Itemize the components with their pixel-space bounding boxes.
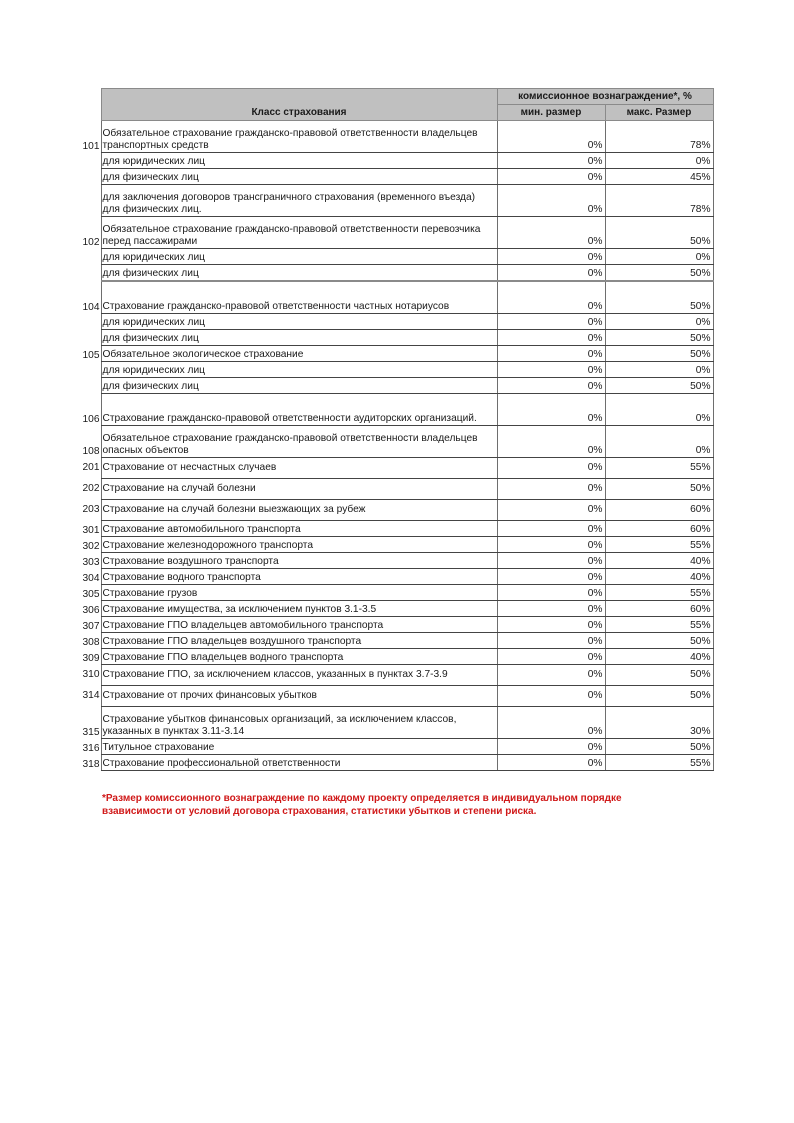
min-commission: 0% xyxy=(497,153,605,169)
class-code: 303 xyxy=(82,556,100,568)
table-row xyxy=(78,153,713,169)
min-commission: 0% xyxy=(497,249,605,265)
table-row xyxy=(78,249,713,265)
class-code: 305 xyxy=(82,588,100,600)
min-commission: 0% xyxy=(497,346,605,362)
class-code: 106 xyxy=(82,413,100,425)
table-row xyxy=(78,500,713,521)
class-code: 201 xyxy=(82,462,100,473)
max-commission: 60% xyxy=(605,521,713,537)
max-commission: 60% xyxy=(605,601,713,617)
class-code: 309 xyxy=(82,652,100,664)
table-row xyxy=(78,346,713,362)
class-name: Страхование от несчастных случаев xyxy=(101,458,497,479)
max-commission: 50% xyxy=(605,479,713,500)
max-commission: 40% xyxy=(605,649,713,665)
class-code xyxy=(78,265,101,282)
min-commission: 0% xyxy=(497,707,605,739)
max-commission: 50% xyxy=(605,633,713,649)
min-commission: 0% xyxy=(497,185,605,217)
table-row xyxy=(78,569,713,585)
class-code: 310 xyxy=(82,669,100,680)
max-commission: 50% xyxy=(605,330,713,346)
min-commission: 0% xyxy=(497,479,605,500)
max-commission: 50% xyxy=(605,265,713,282)
class-name xyxy=(101,281,497,314)
table-row xyxy=(78,169,713,185)
min-commission: 0% xyxy=(497,314,605,330)
class-code xyxy=(78,153,101,169)
table-row xyxy=(78,633,713,649)
max-commission: 50% xyxy=(605,378,713,394)
table-row xyxy=(78,585,713,601)
class-code: 307 xyxy=(82,620,100,632)
class-name: Страхование имущества, за исключением пунктов 3.1-3.5 xyxy=(101,601,497,617)
class-name-text: Обязательное страхование гражданско-правовой ответственности перевозчика перед пассажирами xyxy=(102,224,481,247)
class-code xyxy=(78,362,101,378)
class-name: Страхование профессиональной ответственности xyxy=(101,755,497,771)
max-commission: 50% xyxy=(605,217,713,249)
class-code xyxy=(78,378,101,394)
table-row xyxy=(78,121,713,153)
class-name: Страхование грузов xyxy=(101,585,497,601)
class-name-text: Обязательное страхование гражданско-правовой ответственности владельцев транспортных средств xyxy=(102,128,478,151)
max-commission: 50% xyxy=(605,346,713,362)
class-name: для физических лиц xyxy=(101,330,497,346)
table-row xyxy=(78,394,713,426)
max-commission: 30% xyxy=(605,707,713,739)
table-row xyxy=(78,617,713,633)
class-name xyxy=(101,217,497,249)
code-column-header xyxy=(78,89,101,121)
table-row xyxy=(78,458,713,479)
class-name: для физических лиц xyxy=(101,378,497,394)
class-code: 304 xyxy=(82,572,100,584)
min-commission: 0% xyxy=(497,755,605,771)
max-commission: 50% xyxy=(605,665,713,686)
table-row xyxy=(78,378,713,394)
min-commission: 0% xyxy=(497,281,605,314)
max-commission: 40% xyxy=(605,569,713,585)
min-commission: 0% xyxy=(497,739,605,755)
min-commission: 0% xyxy=(497,665,605,686)
table-row xyxy=(78,314,713,330)
min-commission: 0% xyxy=(497,585,605,601)
max-commission: 78% xyxy=(605,185,713,217)
min-commission: 0% xyxy=(497,500,605,521)
min-commission: 0% xyxy=(497,378,605,394)
class-code: 314 xyxy=(82,690,100,701)
class-name: Страхование ГПО владельцев водного транспорта xyxy=(101,649,497,665)
table-row xyxy=(78,686,713,707)
commission-group-header: комиссионное вознаграждение*, % xyxy=(497,89,713,105)
table-row xyxy=(78,521,713,537)
class-column-header: Класс страхования xyxy=(101,89,497,121)
max-commission: 55% xyxy=(605,755,713,771)
min-commission: 0% xyxy=(497,121,605,153)
class-name: Страхование от прочих финансовых убытков xyxy=(101,686,497,707)
min-commission: 0% xyxy=(497,426,605,458)
class-code: 105 xyxy=(82,349,100,361)
class-code: 203 xyxy=(82,504,100,515)
max-commission: 0% xyxy=(605,426,713,458)
table-row xyxy=(78,281,713,314)
max-commission: 0% xyxy=(605,249,713,265)
min-commission: 0% xyxy=(497,537,605,553)
table-row xyxy=(78,537,713,553)
class-name: для юридических лиц xyxy=(101,249,497,265)
class-code xyxy=(78,169,101,185)
table-row xyxy=(78,739,713,755)
min-commission: 0% xyxy=(497,217,605,249)
class-name-text: Страхование гражданско-правовой ответственности частных нотариусов xyxy=(102,301,450,312)
max-commission: 50% xyxy=(605,739,713,755)
min-commission: 0% xyxy=(497,633,605,649)
class-name-text: Страхование убытков финансовых организаций, за исключением классов, указанных в пунктах 3.11-3.14 xyxy=(102,714,457,737)
max-commission: 45% xyxy=(605,169,713,185)
class-name: Обязательное экологическое страхование xyxy=(101,346,497,362)
min-commission: 0% xyxy=(497,265,605,282)
table-row xyxy=(78,707,713,739)
min-commission: 0% xyxy=(497,169,605,185)
table-row xyxy=(78,553,713,569)
min-commission: 0% xyxy=(497,553,605,569)
min-column-header: мин. размер xyxy=(497,105,605,121)
table-row xyxy=(78,362,713,378)
table-row xyxy=(78,755,713,771)
max-commission: 50% xyxy=(605,686,713,707)
table-row xyxy=(78,426,713,458)
min-commission: 0% xyxy=(497,649,605,665)
table-row xyxy=(78,649,713,665)
class-code: 308 xyxy=(82,636,100,648)
min-commission: 0% xyxy=(497,458,605,479)
min-commission: 0% xyxy=(497,601,605,617)
class-name: Страхование водного транспорта xyxy=(101,569,497,585)
class-code: 104 xyxy=(82,301,100,313)
class-name: Страхование автомобильного транспорта xyxy=(101,521,497,537)
class-code: 101 xyxy=(82,140,100,152)
class-name: Страхование ГПО, за исключением классов, указанных в пунктах 3.7-3.9 xyxy=(101,665,497,686)
min-commission: 0% xyxy=(497,569,605,585)
class-name: Страхование на случай болезни xyxy=(101,479,497,500)
class-name: для юридических лиц xyxy=(101,314,497,330)
max-commission: 0% xyxy=(605,362,713,378)
class-name-text: Обязательное страхование гражданско-правовой ответственности владельцев опасных объектов xyxy=(102,433,478,456)
class-code: 315 xyxy=(82,726,100,738)
max-commission: 60% xyxy=(605,500,713,521)
max-commission: 40% xyxy=(605,553,713,569)
class-code: 316 xyxy=(82,742,100,754)
class-code: 306 xyxy=(82,604,100,616)
min-commission: 0% xyxy=(497,394,605,426)
class-name: Титульное страхование xyxy=(101,739,497,755)
class-code xyxy=(78,249,101,265)
min-commission: 0% xyxy=(497,330,605,346)
table-row xyxy=(78,479,713,500)
commission-table xyxy=(78,88,714,771)
class-code xyxy=(78,330,101,346)
class-name: для юридических лиц xyxy=(101,362,497,378)
class-name: Страхование ГПО владельцев воздушного транспорта xyxy=(101,633,497,649)
class-name xyxy=(101,185,497,217)
max-commission: 55% xyxy=(605,537,713,553)
table-row xyxy=(78,665,713,686)
max-commission: 78% xyxy=(605,121,713,153)
table-body xyxy=(78,121,713,771)
class-name xyxy=(101,707,497,739)
class-name: для физических лиц xyxy=(101,265,497,282)
class-name: Страхование воздушного транспорта xyxy=(101,553,497,569)
max-commission: 50% xyxy=(605,281,713,314)
class-code: 102 xyxy=(82,236,100,248)
max-commission: 0% xyxy=(605,153,713,169)
class-name: Страхование на случай болезни выезжающих за рубеж xyxy=(101,500,497,521)
class-code: 202 xyxy=(82,483,100,494)
class-name-text: для заключения договоров трансграничного страхования (временного въезда) для физических лиц. xyxy=(102,192,476,215)
table-row xyxy=(78,185,713,217)
footnote: *Размер комиссионного вознаграждение по каждому проекту определяется в индивидуальном порядке взависимости от условий договора страхования, статистики убытков и степени риска. xyxy=(102,793,622,817)
table-row xyxy=(78,265,713,282)
class-code: 318 xyxy=(82,758,100,770)
class-name: для физических лиц xyxy=(101,169,497,185)
max-commission: 0% xyxy=(605,314,713,330)
class-code: 302 xyxy=(82,540,100,552)
min-commission: 0% xyxy=(497,362,605,378)
table-row xyxy=(78,601,713,617)
class-code xyxy=(78,314,101,330)
class-name: Страхование ГПО владельцев автомобильного транспорта xyxy=(101,617,497,633)
max-commission: 55% xyxy=(605,585,713,601)
class-code xyxy=(78,185,101,217)
min-commission: 0% xyxy=(497,521,605,537)
max-commission: 55% xyxy=(605,458,713,479)
class-name: для юридических лиц xyxy=(101,153,497,169)
min-commission: 0% xyxy=(497,686,605,707)
table-row xyxy=(78,217,713,249)
class-name xyxy=(101,121,497,153)
max-commission: 0% xyxy=(605,394,713,426)
class-name xyxy=(101,426,497,458)
max-column-header: макс. Размер xyxy=(605,105,713,121)
class-name-text: Страхование гражданско-правовой ответственности аудиторских организаций. xyxy=(102,413,477,424)
class-code: 301 xyxy=(82,524,100,536)
max-commission: 55% xyxy=(605,617,713,633)
class-name: Страхование железнодорожного транспорта xyxy=(101,537,497,553)
class-name xyxy=(101,394,497,426)
class-code: 108 xyxy=(82,445,100,457)
table-row xyxy=(78,330,713,346)
min-commission: 0% xyxy=(497,617,605,633)
